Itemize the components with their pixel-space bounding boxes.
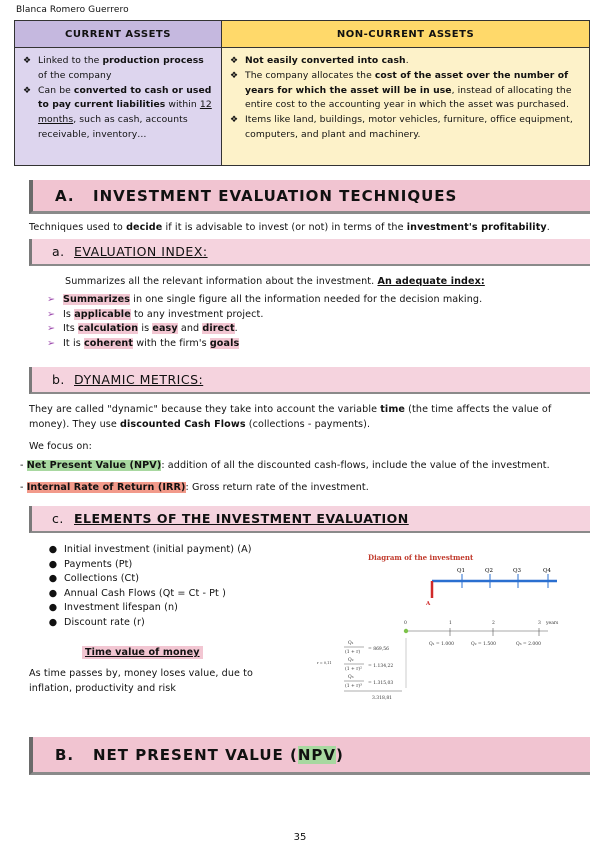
svg-text:(1 + r): (1 + r)	[345, 650, 361, 655]
subsection-a-header: a. EVALUATION INDEX:	[29, 239, 590, 266]
subsection-c-header: c. ELEMENTS OF THE INVESTMENT EVALUATION	[29, 506, 590, 533]
tick-label: 3	[538, 621, 541, 626]
diamond-bullet-icon: ❖	[230, 70, 239, 81]
list-item: ● Discount rate (r)	[48, 616, 145, 628]
list-item: ➢ Summarizes in one single figure all the information needed for the decision making.	[47, 293, 587, 308]
diagram-title: Diagram of the investment	[368, 553, 474, 562]
arrow-bullet-icon: ➢	[47, 323, 56, 334]
investment-diagram	[312, 548, 592, 708]
discounted-value: = 1.134,22	[368, 664, 394, 669]
index-list	[47, 293, 587, 351]
section-b-header: B. NET PRESENT VALUE ( NPV )	[29, 737, 590, 775]
current-assets-cell	[15, 48, 222, 165]
diamond-bullet-icon: ❖	[230, 56, 239, 66]
irr-definition: - Internal Rate of Return (IRR): Gross return rate of the investment.	[20, 482, 369, 493]
years-label: years	[546, 621, 559, 626]
arrow-bullet-icon: ➢	[47, 308, 56, 320]
svg-text:(1 + r)²: (1 + r)²	[345, 667, 362, 672]
svg-text:Q₃: Q₃	[348, 675, 354, 680]
svg-text:Q₂: Q₂	[348, 658, 354, 663]
page-number: 35	[293, 832, 307, 843]
svg-text:(1 + r)³: (1 + r)³	[345, 684, 362, 689]
npv-definition: - Net Present Value (NPV): addition of all the discounted cash-flows, include the value of the investment.	[20, 460, 550, 471]
list-item: ➢ Is applicable to any investment project.	[47, 308, 587, 323]
list-item: ➢ Its calculation is easy and direct.	[47, 322, 587, 337]
svg-text:Q₁: Q₁	[348, 641, 354, 646]
cash-flow-value: Q₃ = 2.000	[516, 642, 542, 647]
tick-label: 0	[404, 621, 407, 626]
dynamic-text: They are called "dynamic" because they take into account the variable time (the time affects the value of money). They use discounted Cash Flows (collections - payments).	[29, 404, 552, 430]
author-name: Blanca Romero Guerrero	[16, 5, 129, 15]
non-current-asset-item: ❖ Not easily converted into cash.	[230, 54, 581, 69]
list-item: ● Investment lifespan (n)	[48, 602, 178, 613]
current-asset-item: ❖ Linked to the production process of the company	[23, 54, 215, 84]
tvm-title: Time value of money	[82, 646, 203, 661]
non-current-asset-item: ❖ The company allocates the cost of the asset over the number of years for which the asset will be in use, instead of allocating the entire cost to the accounting year in which the asset was purchased.	[230, 69, 581, 113]
quarter-label: Q2	[485, 568, 494, 574]
intro-text: Techniques used to decide if it is advisable to invest (or not) in terms of the investment's profitability.	[29, 222, 550, 233]
a-label: A	[426, 601, 431, 607]
subsection-b-header: b. DYNAMIC METRICS:	[29, 367, 590, 394]
diamond-bullet-icon: ❖	[23, 56, 32, 66]
cash-flow-value: Q₂ = 1.500	[471, 642, 497, 647]
list-item: ● Payments (Pt)	[48, 558, 133, 570]
list-item: ● Annual Cash Flows (Qt = Ct - Pt )	[48, 587, 226, 599]
current-assets-header: CURRENT ASSETS	[15, 21, 222, 48]
start-point-icon	[404, 629, 408, 633]
arrow-bullet-icon: ➢	[47, 294, 56, 305]
cash-flow-value: Q₁ = 1.000	[429, 642, 455, 647]
tick-label: 2	[492, 621, 495, 626]
index-lead: Summarizes all the relevant information about the investment. An adequate index:	[65, 276, 485, 287]
tvm-text: As time passes by, money loses value, due to inflation, productivity and risk	[29, 668, 253, 694]
list-item: ➢ It is coherent with the firm's goals	[47, 337, 587, 352]
npv-total: 3.318,81	[372, 696, 393, 701]
discounted-value: = 1.315,03	[368, 681, 394, 686]
non-current-assets-header: NON-CURRENT ASSETS	[222, 21, 589, 48]
assets-table	[14, 20, 590, 166]
non-current-assets-cell	[222, 48, 589, 165]
discount-rate: r = 0,11	[317, 661, 332, 665]
list-item: ● Collections (Ct)	[48, 573, 140, 584]
quarter-label: Q4	[543, 568, 552, 574]
elements-list	[42, 543, 312, 630]
section-a-header: A. INVESTMENT EVALUATION TECHNIQUES	[29, 180, 590, 214]
diamond-bullet-icon: ❖	[230, 115, 239, 126]
quarter-label: Q1	[457, 568, 466, 574]
tick-label: 1	[449, 621, 452, 626]
arrow-bullet-icon: ➢	[47, 337, 56, 349]
quarter-label: Q3	[513, 568, 522, 574]
current-asset-item: ❖ Can be converted to cash or used to pay current liabilities within 12 months, such as cash, accounts receivable, inventory…	[23, 84, 215, 143]
discounted-value: = 869,56	[368, 647, 389, 652]
focus-label: We focus on:	[29, 441, 92, 452]
diamond-bullet-icon: ❖	[23, 85, 32, 96]
non-current-asset-item: ❖ Items like land, buildings, motor vehicles, furniture, office equipment, computers, and plant and machinery.	[230, 113, 581, 143]
list-item: ● Initial investment (initial payment) (A)	[48, 544, 252, 555]
